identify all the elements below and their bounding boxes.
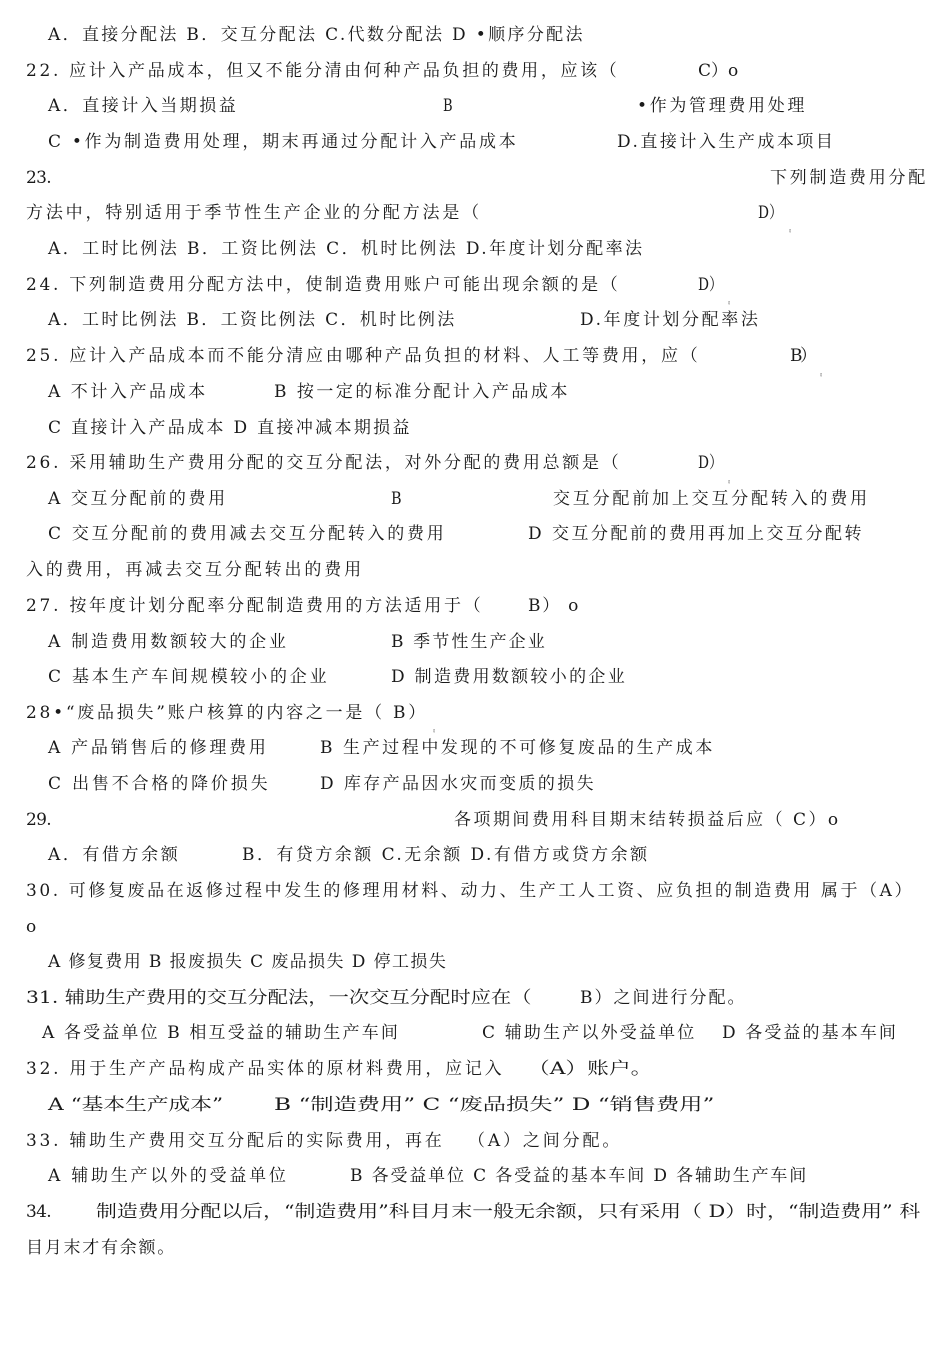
text-line-q24-stem: 24. 下列制造费用分配方法中，使制造费用账户可能出现余额的是（ <box>26 275 621 295</box>
text-line-q22-opt-b-text: •作为管理费用处理 <box>637 96 808 116</box>
text-line-q31-opt-c: C 辅助生产以外受益单位 <box>482 1023 697 1043</box>
text-line-q26-opt-a: A 交互分配前的费用 <box>48 489 228 509</box>
text-line-q26-opt-d-b: 入的费用，再减去交互分配转出的费用 <box>26 560 364 580</box>
text-line-q29-number: 29. <box>26 810 52 830</box>
text-line-q34-stem-b: 目月末才有余额。 <box>26 1238 176 1258</box>
text-line-q22-opt-c: C •作为制造费用处理，期末再通过分配计入产品成本 <box>48 132 519 152</box>
text-line-q22-opt-b-letter: B <box>443 96 453 116</box>
text-line-q26-opt-b-text: 交互分配前加上交互分配转入的费用 <box>553 489 870 509</box>
text-line-q29-stem: 各项期间费用科目期末结转损益后应（ C）o <box>454 810 841 830</box>
text-line-q24-options-abc: A．工时比例法 B．工资比例法 C．机时比例法 <box>48 310 457 330</box>
text-line-q27-opt-b: B 季节性生产企业 <box>391 632 547 652</box>
text-line-q33-opt-a: A 辅助生产以外的受益单位 <box>48 1166 289 1186</box>
text-line-q28-opt-c: C 出售不合格的降价损失 <box>48 774 271 794</box>
text-line-q26-stem: 26. 采用辅助生产费用分配的交互分配法，对外分配的费用总额是（ <box>26 453 622 473</box>
text-line-q28-opt-b: B 生产过程中发现的不可修复废品的生产成本 <box>320 738 715 758</box>
text-line-q23-mark: 。 <box>789 221 795 234</box>
text-line-q24-opt-d: D.年度计划分配率法 <box>580 310 761 330</box>
text-line-q27-opt-d: D 制造费用数额较小的企业 <box>391 667 628 687</box>
text-line-q28-opt-a: A 产品销售后的修理费用 <box>48 738 269 758</box>
text-line-q25-opt-a: A 不计入产品成本 <box>48 382 208 402</box>
text-line-q25-opt-b: B 按一定的标准分配计入产品成本 <box>274 382 570 402</box>
text-line-q27-opt-a: A 制造费用数额较大的企业 <box>48 632 289 652</box>
text-line-q32-stem: 32. 用于生产产品构成产品实体的原材料费用，应记入 <box>26 1059 505 1079</box>
text-line-q27-opt-c: C 基本生产车间规模较小的企业 <box>48 667 330 687</box>
text-line-q32-opt-a: A “基本生产成本” <box>48 1095 224 1115</box>
text-line-q25-opt-cd: C 直接计入产品成本 D 直接冲减本期损益 <box>48 418 412 438</box>
text-line-q31-opt-ab: A 各受益单位 B 相互受益的辅助生产车间 <box>42 1023 400 1043</box>
text-line-q23-stem-b: 方法中，特别适用于季节性生产企业的分配方法是（ <box>26 203 482 223</box>
text-line-q31-opt-d: D 各受益的基本车间 <box>722 1023 899 1043</box>
text-line-q27-answer: B） o <box>528 596 581 616</box>
text-line-q34-stem-a: 制造费用分配以后，“制造费用”科目月末一般无余额，只有采用（ D）时，“制造费用” 科 <box>96 1202 921 1222</box>
text-line-q25-mark: 。 <box>820 365 826 378</box>
text-line-q23-stem-a: 下列制造费用分配 <box>770 168 928 188</box>
text-line-q22-opt-a: A．直接计入当期损益 <box>48 96 239 116</box>
text-line-q31-stem: 31. 辅助生产费用的交互分配法，一次交互分配时应在（ <box>26 988 532 1008</box>
text-line-q26-mark: 。 <box>728 472 734 485</box>
text-line-q22-answer: C）o <box>698 61 739 81</box>
text-line-q26-opt-d-a: D 交互分配前的费用再加上交互分配转 <box>528 524 865 544</box>
text-line-q25-answer: B） <box>790 346 815 366</box>
text-line-q25-stem: 25. 应计入产品成本而不能分清应由哪种产品负担的材料、人工等费用，应（ <box>26 346 701 366</box>
text-line-q32-opt-bcd: B “制造费用” C “废品损失” D “销售费用” <box>274 1095 715 1115</box>
text-line-q23-answer: D） <box>758 203 783 223</box>
text-line-q23-options: A．工时比例法 B．工资比例法 C．机时比例法 D.年度计划分配率法 <box>48 239 645 259</box>
text-line-q31-answer: B）之间进行分配。 <box>580 988 747 1008</box>
text-line-q29-opt-bcd: B．有贷方余额 C.无余额 D.有借方或贷方余额 <box>242 845 650 865</box>
text-line-q30-mark: o <box>26 917 37 937</box>
text-line-q33-answer: （A）之间分配。 <box>468 1131 623 1151</box>
text-line-q22-opt-d: D.直接计入生产成本项目 <box>617 132 836 152</box>
text-line-q27-stem: 27. 按年度计划分配率分配制造费用的方法适用于（ <box>26 596 484 616</box>
text-line-q33-opt-bcd: B 各受益单位 C 各受益的基本车间 D 各辅助生产车间 <box>350 1166 809 1186</box>
text-line-q21-options: A．直接分配法 B．交互分配法 C.代数分配法 D •顺序分配法 <box>48 25 585 45</box>
text-line-q22-stem: 22. 应计入产品成本，但又不能分清由何种产品负担的费用，应该（ <box>26 61 620 81</box>
text-line-q29-opt-a: A．有借方余额 <box>48 845 181 865</box>
text-line-q28-opt-d: D 库存产品因水灾而变质的损失 <box>320 774 597 794</box>
text-line-q26-answer: D） <box>698 453 723 473</box>
text-line-q28-mark: 。 <box>433 721 439 734</box>
text-line-q30-options: A 修复费用 B 报废损失 C 废品损失 D 停工损失 <box>48 952 448 972</box>
text-line-q30-stem: 30. 可修复废品在返修过程中发生的修理用材料、动力、生产工人工资、应负担的制造费用 属于（A） <box>26 881 915 901</box>
text-line-q28-stem: 28•“废品损失”账户核算的内容之一是（ B） <box>26 703 428 723</box>
text-line-q33-stem: 33. 辅助生产费用交互分配后的实际费用，再在 <box>26 1131 445 1151</box>
text-line-q23-number: 23. <box>26 168 52 188</box>
text-line-q26-opt-b-letter: B <box>391 489 402 509</box>
text-line-q26-opt-c: C 交互分配前的费用减去交互分配转入的费用 <box>48 524 447 544</box>
text-line-q32-answer: （A）账户。 <box>528 1059 653 1079</box>
text-line-q24-answer: D） <box>698 275 723 295</box>
text-line-q34-number: 34. <box>26 1202 52 1222</box>
text-line-q24-mark: 。 <box>728 293 734 306</box>
